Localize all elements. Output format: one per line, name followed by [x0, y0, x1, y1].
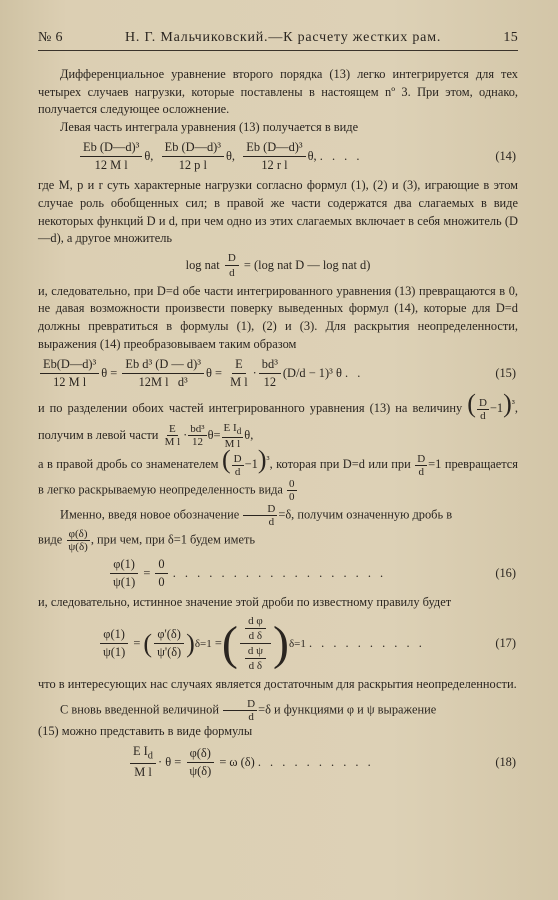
- inline-D-2: D: [233, 452, 242, 465]
- f16-den: ψ(1): [113, 574, 136, 589]
- inline-D-3: D: [417, 452, 426, 465]
- f15-d-den: 12: [263, 375, 277, 390]
- inline-minus1-2: −1: [244, 456, 258, 471]
- f15-theta-1: θ: [101, 366, 108, 381]
- f15-theta-2: θ: [205, 366, 212, 381]
- formula-17: $\frac{\varphi(1)}{\psi(1)}$ = ( $\frac{\varphi'(\delta)}{\psi'(\delta)}$ ) δ=1 = ( $\frac{\frac{\text{d φ}}{\text{d δ}}}{\frac{\text{d ψ}}{\text{d δ}}}$ ) δ=1 . . . . . . . . . . (17): [38, 615, 518, 672]
- inline-EI-sub: d: [236, 425, 242, 436]
- f18-rhs: = ω (δ): [219, 754, 255, 769]
- formula-log: [38, 252, 518, 279]
- inline-Ml: M l: [164, 436, 181, 449]
- f18-den: M l: [134, 764, 152, 779]
- f14-term3-num: Eb (D—d)³: [243, 140, 305, 157]
- f14-theta-3: θ,: [307, 149, 317, 164]
- f17-rnum2: d δ: [248, 630, 263, 643]
- f17-rnum1: d φ: [245, 615, 266, 629]
- paragraph-3: где M, p и r суть характерные нагрузки согласно формул (1), (2) и (3), играющие в этом случае роль обобщенных сил; в правой же части содержатся два слагаемых в виде некоторых функций D и d, при чем одно из этих слагаемых включает в себя множитель (D—d), а другое множитель: [38, 178, 518, 246]
- f18-fden: ψ(δ): [189, 763, 212, 778]
- page-number: 15: [503, 30, 518, 45]
- f18-fnum: φ(δ): [187, 746, 214, 763]
- inline-d-4: d: [268, 515, 275, 528]
- p6b-text: , которая при D=d или при: [269, 456, 411, 471]
- p5-text: и по разделении обоих частей интегрированного уравнения (13) на величину: [38, 401, 463, 416]
- f15-paren: (D/d − 1)³: [282, 366, 333, 381]
- paragraph-11: [38, 698, 518, 723]
- log-frac-num: D: [225, 252, 239, 266]
- f15-b-num: Eb d³ (D — d)³: [122, 357, 204, 374]
- equation-number-15: (15): [495, 366, 516, 381]
- f17-rden1: d ψ: [245, 645, 266, 659]
- p6c-text: превращается в легко раскрываемую неопределенность вида: [38, 456, 519, 496]
- f17-mnum: φ'(δ): [154, 627, 183, 644]
- f14-theta-1: θ,: [144, 149, 154, 164]
- log-rhs: = (log nat D — log nat d): [243, 257, 371, 272]
- f15-d-num: bd³: [259, 357, 281, 374]
- log-prefix: log nat: [185, 257, 220, 272]
- paragraph-5: и по разделении обоих частей интегрированного уравнения (13) на величину ( $\frac{D}{d}$ −1)$^{^3}$, получим в левой части $\frac{E}{\text{M l}}$ · $\frac{\text{bd³}}{12}$ θ= $\frac{E I_d}{\text{M l}}$ θ,: [38, 389, 518, 450]
- inline-delta-eq-2: =δ: [258, 702, 271, 717]
- equation-number-14: (14): [495, 149, 516, 164]
- paragraph-6: а в правой дробь со знаменателем ( $\frac{D}{d}$ −1)$^{^3}$, которая при D=d или при $\frac{D}{d}$ =1 превращается в легко раскрываемую неопределенность вида $\frac{0}{0}$: [38, 444, 519, 503]
- f17-lden: ψ(1): [103, 645, 126, 660]
- f14-term1-num: Eb (D—d)³: [80, 140, 142, 157]
- f17-sub-1: δ=1: [194, 637, 212, 650]
- inline-d: d: [480, 409, 486, 422]
- p7a-text: Именно, введя новое обозначение: [60, 506, 240, 521]
- page-header: [38, 30, 518, 51]
- f18-dots: . . . . . . . . . .: [257, 754, 374, 769]
- f15-dots: . .: [345, 366, 364, 381]
- paragraph-4: и, следовательно, при D=d обе части интегрированного уравнения (13) превращаются в 0, не давая возможности произвести поверку выведенных формул (14), которые для D=d должны превратиться в формулы (1), (2) и (3). Для раскрытия неопределенности, выражения (14) преобразовываем таким образом: [38, 283, 518, 351]
- inline-d-5: d: [248, 710, 254, 723]
- f17-rden2: d δ: [248, 660, 263, 673]
- f15-a-num: Eb(D—d)³: [40, 357, 99, 374]
- f18-theta: θ =: [165, 754, 182, 769]
- inline-theta: θ,: [244, 427, 254, 442]
- p8b-text: при чем, при δ=1 будем иметь: [97, 531, 256, 546]
- equation-number-16: (16): [495, 565, 516, 580]
- f14-term2-num: Eb (D—d)³: [162, 140, 224, 157]
- inline-E: E: [168, 423, 176, 436]
- inline-theta-eq: θ=: [207, 427, 221, 442]
- inline-phi: φ(δ): [68, 527, 88, 540]
- p11a-text: С вновь введенной величиной: [60, 702, 220, 717]
- inline-zero-num: 0: [289, 477, 295, 490]
- f15-b-den2: d³: [177, 375, 188, 390]
- f14-term3-den: 12 r l: [261, 158, 288, 173]
- inline-12: 12: [191, 436, 203, 449]
- inline-cube-2: ³: [266, 454, 270, 466]
- f18-num: E I: [133, 744, 148, 759]
- log-frac-den: d: [229, 266, 235, 279]
- paragraph-1: Дифференциальное уравнение второго порядка (13) легко интегрируется для тех четырех случаев нагрузки, которые поставлены в настоящем nº 3. При этом, однако, получается следующее осложнение.: [38, 67, 518, 117]
- p11b-text: и функциями φ и ψ выражение: [274, 702, 437, 717]
- running-title: Н. Г. Мальчиковский.—К расчету жестких рам.: [124, 30, 442, 45]
- inline-d-3: d: [418, 465, 424, 478]
- f16-dots: . . . . . . . . . . . . . . . . . .: [172, 565, 387, 580]
- inline-cube: ³: [511, 399, 515, 410]
- inline-Ml-2: M l: [224, 437, 241, 450]
- inline-zero-den: 0: [289, 490, 295, 503]
- inline-D-4: D: [243, 503, 277, 516]
- inline-d-2: d: [234, 465, 241, 478]
- issue-number: № 6: [38, 30, 63, 45]
- paragraph-2: Левая часть интеграла уравнения (13) получается в виде: [60, 119, 359, 134]
- inline-bd3: bd³: [190, 423, 205, 436]
- formula-16: $\frac{\varphi(1)}{\psi(1)}$ = $\frac{0}{0}$ . . . . . . . . . . . . . . . . . . (16): [38, 557, 518, 590]
- f14-term2-den: 12 p l: [178, 158, 207, 173]
- f14-dots: . . . .: [319, 149, 363, 164]
- f16-num: φ(1): [110, 557, 138, 574]
- f17-sub-2: δ=1: [288, 637, 306, 650]
- f15-a-den: 12 M l: [53, 375, 87, 390]
- inline-D: D: [478, 396, 487, 409]
- p7b-text: , получим означенную дробь в: [291, 506, 453, 521]
- f15-theta-3: θ: [335, 366, 342, 381]
- paragraph-9: и, следовательно, истинное значение этой дроби по известному правилу будет: [38, 594, 452, 609]
- inline-EI: E I: [223, 421, 237, 434]
- f17-dots: . . . . . . . . . .: [308, 636, 425, 651]
- p8a-text: виде: [38, 531, 63, 546]
- inline-eq1: =1: [428, 456, 442, 471]
- equation-number-18: (18): [495, 754, 516, 769]
- formula-15: $\frac{\text{Eb(D—d)³}}{\text{12 M l}}$ θ = $\frac{\text{Eb d³ (D — d)³}}{\text{12M l d³}}$ θ = $\frac{E}{\text{M l}}$ · $\frac{\text{bd³}}{12}$ (D/d − 1)³ θ . . (15): [38, 357, 518, 390]
- f18-sub: d: [147, 750, 153, 762]
- f16-rden: 0: [158, 574, 165, 589]
- p5b-text: , получим в левой части: [38, 401, 518, 442]
- paragraph-12: (15) можно представить в виде формулы: [38, 723, 253, 738]
- f14-term1-den: 12 M l: [94, 158, 128, 173]
- f17-lnum: φ(1): [100, 627, 128, 644]
- p6a-text: а в правой дробь со знаменателем: [38, 456, 219, 471]
- inline-delta-eq: =δ: [278, 506, 292, 521]
- f17-mden: ψ'(δ): [157, 645, 182, 660]
- inline-minus1: −1: [489, 401, 504, 416]
- equation-number-17: (17): [495, 636, 516, 651]
- paragraph-8: виде $\frac{\varphi(\delta)}{\psi(\delta)}$ , при чем, при δ=1 будем иметь: [38, 527, 256, 553]
- inline-psi: ψ(δ): [68, 540, 88, 553]
- inline-D-5: D: [223, 698, 257, 711]
- f15-c-num: E: [232, 357, 246, 374]
- f15-c-den: M l: [230, 375, 248, 390]
- formula-14: [38, 140, 518, 173]
- f16-rnum: 0: [155, 557, 167, 574]
- f14-theta-2: θ,: [226, 149, 236, 164]
- paragraph-7: [38, 503, 518, 528]
- f15-b-den1: 12M l: [138, 375, 169, 390]
- paragraph-10: что в интересующих нас случаях является достаточным для раскрытия неопределенности.: [38, 677, 517, 692]
- formula-18: $\frac{E I_d}{\text{M l}}$ · θ = $\frac{\varphi(\delta)}{\psi(\delta)}$ = ω (δ) . . . . . . . . . . (18): [38, 744, 518, 779]
